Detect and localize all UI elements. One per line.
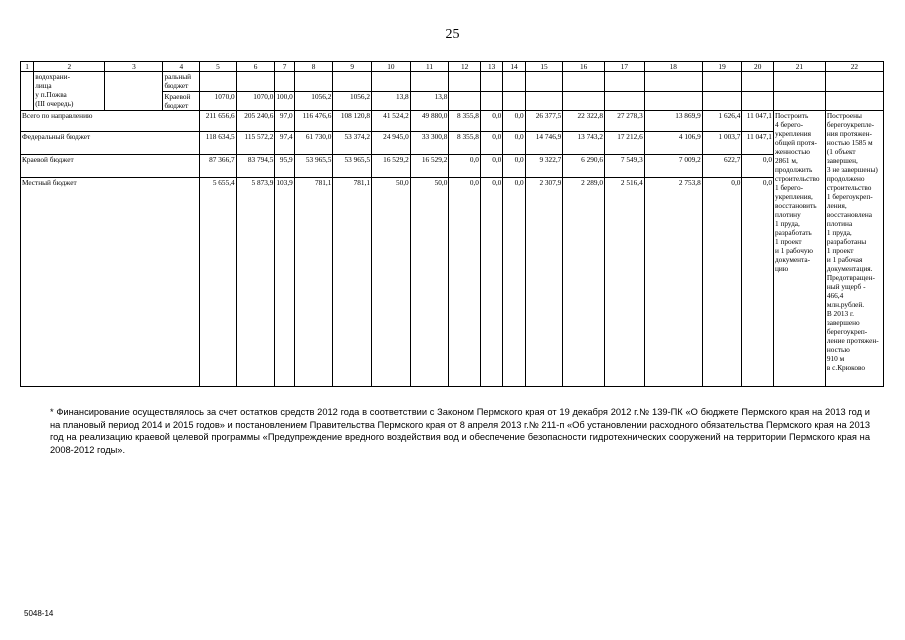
column-number: 12 [449,62,481,72]
page-number: 25 [445,27,460,42]
value-cell: 61 730,0 [294,132,333,155]
value-cell: 41 524,2 [372,111,411,132]
value-cell: 1056,2 [333,91,372,111]
footnote: * Финансирование осуществлялось за счет остатков средств 2012 года в соответствии с Законом Пермского края от 19 декабря 2012 г.№ 139-ПК «О бюджете Пермского края на 2013 год и на плановый период 2014 и 2015 годов» и постановлением Правительства Пермского края от 8 апреля 2013 г.№ 211-п «Об установлении расходного обязательства Пермского края на 2013 год на реализацию краевой целевой программы «Предупреждение вредного воздействия вод и обеспечение безопасности гидротехнических сооружений на территории Пермского края на 2008-2012 годы». [50,407,870,455]
value-cell: 118 634,5 [200,132,237,155]
column-number: 2 [34,62,105,72]
value-cell: 13,8 [372,91,411,111]
value-cell: 211 656,6 [200,111,237,132]
column-number: 14 [503,62,525,72]
value-cell: 27 278,3 [605,111,645,132]
value-cell: 0,0 [449,178,481,387]
value-cell: 0,0 [503,111,525,132]
value-cell: 33 300,8 [410,132,449,155]
value-cell: 53 965,5 [333,155,372,178]
value-cell: 87 366,7 [200,155,237,178]
value-cell: 0,0 [480,111,502,132]
value-cell: 7 549,3 [605,155,645,178]
column-number: 11 [410,62,449,72]
row-label: Федеральный бюджет [21,132,200,155]
table-row [21,72,884,92]
value-cell: 1070,0 [236,91,275,111]
value-cell: 781,1 [333,178,372,387]
column-number: 18 [644,62,702,72]
value-cell: 2 289,0 [563,178,605,387]
column-number: 16 [563,62,605,72]
column-number: 22 [825,62,883,72]
row-label: Всего по направлению [21,111,200,132]
value-cell: 108 120,8 [333,111,372,132]
column-number: 7 [275,62,294,72]
value-cell: 0,0 [449,155,481,178]
column-number: 8 [294,62,333,72]
value-cell: 2 516,4 [605,178,645,387]
value-cell: 50,0 [410,178,449,387]
value-cell: 22 322,8 [563,111,605,132]
table-row [21,132,884,155]
table-row [21,178,884,387]
column-number: 1 [21,62,34,72]
object-name: водохрани- лища у п.Пожва (III очередь) [34,72,105,111]
header-row [21,62,884,72]
value-cell: 5 655,4 [200,178,237,387]
value-cell: 622,7 [702,155,742,178]
value-cell: 16 529,2 [410,155,449,178]
value-cell: 16 529,2 [372,155,411,178]
value-cell: 8 355,8 [449,132,481,155]
column-number: 17 [605,62,645,72]
column-number: 9 [333,62,372,72]
value-cell: 11 047,1 [742,111,774,132]
value-cell: 9 322,7 [525,155,563,178]
value-cell: 97,4 [275,132,294,155]
value-cell: 2 753,8 [644,178,702,387]
value-cell: 26 377,5 [525,111,563,132]
value-cell: 0,0 [480,178,502,387]
budget-table [20,61,884,387]
value-cell: 0,0 [742,178,774,387]
value-cell: 49 880,0 [410,111,449,132]
value-cell: 100,0 [275,91,294,111]
value-cell: 205 240,6 [236,111,275,132]
budget-type-federal: ральный бюджет [163,72,200,92]
column-number: 20 [742,62,774,72]
column-number: 6 [236,62,275,72]
value-cell: 24 945,0 [372,132,411,155]
value-cell: 115 572,2 [236,132,275,155]
row-label: Местный бюджет [21,178,200,387]
value-cell: 2 307,9 [525,178,563,387]
value-cell: 103,9 [275,178,294,387]
column-number: 4 [163,62,200,72]
value-cell: 13 869,9 [644,111,702,132]
table-row [21,111,884,132]
table-row [21,155,884,178]
value-cell: 116 476,6 [294,111,333,132]
value-cell: 50,0 [372,178,411,387]
value-cell: 1 003,7 [702,132,742,155]
value-cell: 0,0 [742,155,774,178]
completed-measures: Построены берегоукрепле- ния протяжен- ностью 1585 м (1 объект завершен, 3 не завершены) продолжено строительство 1 берегоукреп- ления, восстановлена плотина 1 пруда, разработаны 1 проект и 1 рабочая документация. Предотвращен- ный ущерб - 466,4 млн.рублей. В 2013 г. завершено берегоукреп- ление протяжен- ностью 910 м в с.Крюково [825,111,883,387]
value-cell: 13,8 [410,91,449,111]
value-cell: 83 794,5 [236,155,275,178]
column-number: 3 [105,62,163,72]
value-cell: 4 106,9 [644,132,702,155]
column-number: 10 [372,62,411,72]
value-cell: 1070,0 [200,91,237,111]
row-label: Краевой бюджет [21,155,200,178]
column-number: 21 [773,62,825,72]
value-cell: 781,1 [294,178,333,387]
budget-type-regional: Краевой бюджет [163,91,200,111]
value-cell: 0,0 [480,132,502,155]
planned-measures: Построить 4 берего- укрепления общей протя- женностью 2861 м, продолжить строительство 1 берего- укрепления, восстановить плотину 1 пруда, разработать 1 проект и 1 рабочую документа- цию [773,111,825,387]
value-cell: 0,0 [503,132,525,155]
value-cell: 0,0 [480,155,502,178]
value-cell: 5 873,9 [236,178,275,387]
value-cell: 97,0 [275,111,294,132]
value-cell: 13 743,2 [563,132,605,155]
column-number: 5 [200,62,237,72]
value-cell: 6 290,6 [563,155,605,178]
value-cell: 95,9 [275,155,294,178]
value-cell: 8 355,8 [449,111,481,132]
value-cell: 17 212,6 [605,132,645,155]
value-cell: 7 009,2 [644,155,702,178]
value-cell: 0,0 [702,178,742,387]
value-cell: 0,0 [503,178,525,387]
value-cell: 53 965,5 [294,155,333,178]
document-code: 5048-14 [24,609,54,618]
value-cell: 53 374,2 [333,132,372,155]
column-number: 19 [702,62,742,72]
value-cell: 14 746,9 [525,132,563,155]
value-cell: 1056,2 [294,91,333,111]
value-cell: 11 047,1 [742,132,774,155]
column-number: 15 [525,62,563,72]
value-cell: 0,0 [503,155,525,178]
value-cell: 1 626,4 [702,111,742,132]
column-number: 13 [480,62,502,72]
